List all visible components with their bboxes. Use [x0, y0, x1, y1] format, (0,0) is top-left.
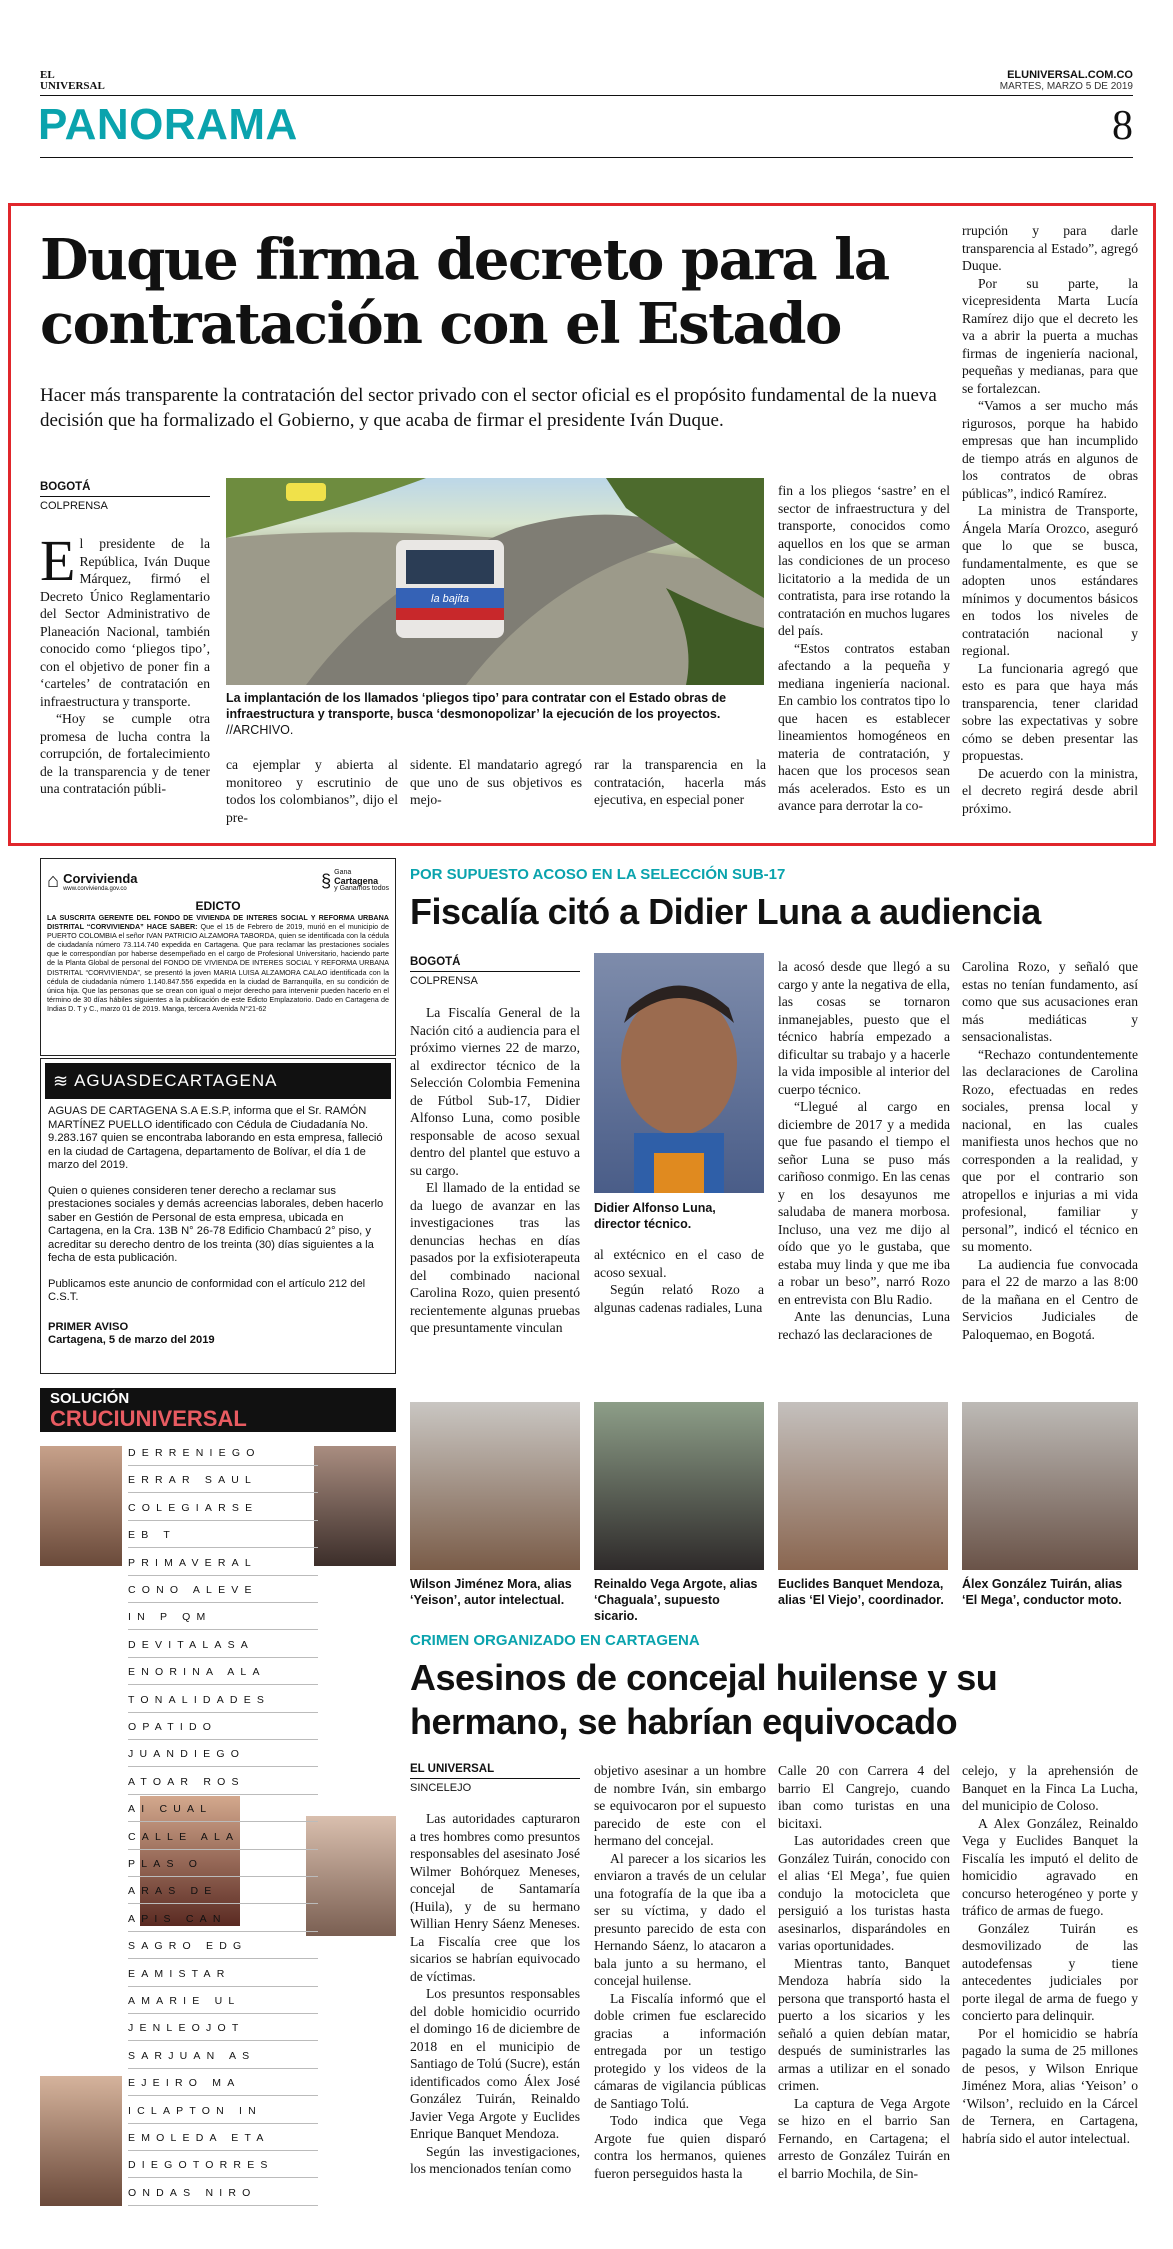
- bus-sign: la bajita: [431, 593, 469, 605]
- lead-col4-bottom: rar la transparencia en la contratación, hacerla más ejecutiva, en especial poner: [594, 757, 766, 807]
- lead-col3-bottom: sidente. El mandatario agregó que uno de sus objetivos es mejo-: [410, 757, 582, 807]
- crossword-row: PRIMAVERAL: [128, 1550, 318, 1576]
- lead-col2-bottom: ca ejemplar y abierta al monitoreo y escrutinio de todos los colombianos”, dijo el pre-: [226, 757, 398, 825]
- crossword-row: JENLEOJOT: [128, 2015, 318, 2041]
- portrait-photo: [40, 1446, 122, 1566]
- lead-photo-bus: [226, 478, 764, 685]
- aguas-banner: ≋ AGUASDECARTAGENA: [45, 1063, 391, 1099]
- crossword-row: DEVITALASA: [128, 1632, 318, 1658]
- crimen-col2: objetivo asesinar a un hombre de nombre Iván, sin embargo se equivocaron por el supuesto parecido de este con el hermano del concejal. Al parecer a los sicarios les enviaron a través de un celular una fotografía de la que iba a ser su víctima, y dado el presunto parecido de esta con Hernando Sáenz, lo atacaron a bala junto a su hermano, el concejal huilense. La Fiscalía informó que el doble crimen fue esclarecido gracias a información entregada por un testigo protegido y los videos de la cámaras de vigilancia públicas de Santiago Tolú. Todo indica que Vega Argote fue quien disparó contra los hermanos, quienes fueron perseguidos hasta la: [594, 1763, 766, 2181]
- logo-line1: EL: [40, 69, 55, 81]
- portrait-photo: [306, 1816, 396, 1936]
- crimen-byline: EL UNIVERSAL SINCELEJO: [410, 1762, 580, 1795]
- crossword-row: ONDAS NIRO: [128, 2180, 318, 2206]
- crimen-kicker: CRIMEN ORGANIZADO EN CARTAGENA: [410, 1632, 700, 1649]
- waves-icon: ≋: [53, 1070, 69, 1091]
- crossword-row: EB T: [128, 1522, 318, 1548]
- fiscalia-col4: Carolina Rozo, y señaló que estas no tenían fundamento, así como que sus acusaciones eran más mediáticas y sensacionalistas. “Rechazo contundentemente las declaraciones de Carolina Rozo, efectuadas en redes sociales, prensa local y nacional, en las cuales manifiesta unos hechos que no corresponden a la realidad, y que por el contrario son atropellos e injurias a mi vida profesional, familiar y personal”, indicó el técnico en su momento. La audiencia fue convocada para el 22 de marzo a las 8:00 de la mañana en el Centro de Servicios Judiciales de Paloquemao, en Bogotá.: [962, 959, 1138, 1342]
- crossword-row: AI CUAL: [128, 1796, 318, 1822]
- lead-col5: fin a los pliegos ‘sastre’ en el sector de infraestructura y del transporte, conocidos como aquellos en los que se arman las condiciones de un proceso licitatorio a la medida de un contratista, para irse rotando la contratación en muchos lugares del país. “Estos contratos estaban afectando a la pequeña y mediana ingeniería nacional. En cambio los contratos tipo lo que hacen es establecer lineamientos homogéneos en materia de contratación, y hacen que los procesos sean más acelerados. Esto es un avance para derrotar la co-: [778, 483, 950, 813]
- page-number: 8: [1112, 103, 1133, 149]
- crimen-col4: celejo, y la aprehensión de Banquet en la Finca La Lucha, del municipio de Coloso. A Alex González, Reinaldo Vega y Euclides Banquet la Fiscalía les imputó el delito de homicidio agravado en concurso heterogéneo y porte y tráfico de armas de fuego. González Tuirán es desmovilizado de las autodefensas y tiene antecedentes judiciales por porte ilegal de arma de fuego y concierto para delinquir. Por el homicidio se habría pagado la suma de 25 millones de pesos, y Wilson Enrique Jiménez Mora, alias ‘Yeison’ o ‘Wilson’, recluido en la Cárcel de Ternera, en Cartagena, habría sido el autor intelectual.: [962, 1763, 1138, 2146]
- aguas-ad: ≋ AGUASDECARTAGENA AGUAS DE CARTAGENA S.A E.S.P, informa que el Sr. RAMÓN MARTÍNEZ PUELLO identificado con Cédula de Ciudadanía No. 9.283.167 quien se encontraba laborando en esta empresa, falleció en la ciudad de Cartagena, departamento de Bolívar, el día 1 de marzo del 2019. Quien o quienes consideren tener derecho a reclamar sus prestaciones sociales y demás acreencias laborales, deben hacerlo saber en Gestión de Personal de esta empresa, ubicada en Cartagena, en la Cra. 13B N° 26-78 Edificio Chambacú 2° piso, y acreditar su derecho dentro de los treinta (30) días siguientes a la fecha de esta publicación. Publicamos este anuncio de conformidad con el artículo 212 del C.S.T. PRIMER AVISO Cartagena, 5 de marzo del 2019: [40, 1058, 396, 1374]
- crossword-label: SOLUCIÓN: [50, 1390, 130, 1407]
- crossword-row: CALLE ALA: [128, 1824, 318, 1850]
- suspect-photo: [962, 1402, 1138, 1570]
- crossword-row: EJEIRO MA: [128, 2070, 318, 2096]
- house-icon: ⌂: [47, 869, 60, 892]
- suspect-photo: [594, 1402, 764, 1570]
- didier-luna-photo: [594, 953, 764, 1193]
- lead-col1: El presidente de la República, Iván Duque Márquez, firmó el Decreto Único Reglamentario del Sector Administrativo de Planeación Nacional, también conocido como ‘pliegos tipo’, con el objetivo de poner fin a ‘carteles’ de contratación en infraestructura y transporte. “Hoy se cumple otra promesa de lucha contra la corrupción, de fortalecimiento de la transparencia y de tener una contratación públi-: [40, 528, 210, 796]
- dropcap: E: [40, 528, 76, 593]
- crossword-row: EAMISTAR: [128, 1961, 318, 1987]
- lead-deck: Hacer más transparente la contratación del sector privado con el sector oficial es el propósito fundamental de la nueva decisión que ha formalizado el Gobierno, y que acaba de firmar el presidente Iván Duque.: [40, 385, 937, 431]
- emblem-icon: §: [321, 871, 332, 891]
- portrait-photo: [40, 2076, 122, 2206]
- didier-luna-caption: Didier Alfonso Luna, director técnico.: [594, 1201, 716, 1231]
- crossword-row: ICLAPTON IN: [128, 2098, 318, 2124]
- masthead-logo: [40, 70, 105, 92]
- portrait-photo: [314, 1446, 396, 1566]
- crossword-row: JUANDIEGO: [128, 1741, 318, 1767]
- crossword-row: SAGRO EDG: [128, 1933, 318, 1959]
- edicto-ad: ⌂ Corvivienda www.corvivienda.gov.co § Gana Cartagena y Ganamos todos EDICTO LA SUSCRITA GERENTE DEL FONDO DE VIVIENDA DE INTERES SOCIAL Y REFORMA URBANA DISTRITAL “CORVIVIENDA” HACE SABER: Que el 15 de Febrero de 2019, murió en el municipio de PUERTO COLOMBIA el señor IVAN PATRICIO ALZAMORA TABORDA, quien se identificada con la cédula de ciudadanía número 73.114.740 expedida en Cartagena. Que para reclamar las prestaciones sociales que le correspondían por haberse desempeñado en el cargo de Profesional Universitario, haciendo parte de la Planta Global de personal del FONDO DE VIVIENDA DE INTERES SOCIAL Y REFORMA URBANA DISTRITAL “CORVIVIENDA”, se presentó la joven MARIA LUISA ALZAMORA CALAO identificada con la cédula de ciudadanía número 1.140.847.556 expedida en la ciudad de Barranquilla, en su condición de única hija. Que las personas que se crean con igual o mejor derecho para intervenir pueden hacerlo en el término de 30 días hábiles siguientes a la publicación de este Edicto Emplazatorio. Dado en Cartagena de Indias D. T y C., marzo 01 de 2019. Manga, tercera Avenida N°21-62: [40, 858, 396, 1056]
- fiscalia-col1: La Fiscalía General de la Nación citó a audiencia para el próximo viernes 22 de marzo, al exdirector técnico de la Selección Colombia Femenina de Fútbol Sub-17, Didier Alfonso Luna, como posible responsable de acoso sexual dentro del plantel que estuvo a su cargo. El llamado de la entidad se da luego de avanzar en las investigaciones tras las denuncias hechas en días pasados por la exfisioterapeuta del combinado nacional Carolina Rozo, quien presentó recientemente algunas pruebas que presuntamente vinculan: [410, 1005, 580, 1335]
- crossword-row: ATOAR ROS: [128, 1769, 318, 1795]
- suspect-photo: [410, 1402, 580, 1570]
- byline-city: BOGOTÁ: [40, 480, 210, 497]
- crossword-row: ENORINA ALA: [128, 1659, 318, 1685]
- lead-col6: rrupción y para darle transparencia al Estado”, agregó Duque. Por su parte, la vicepresidenta Marta Lucía Ramírez dijo que el decreto les va a abrir la puerta a muchas firmas de ingeniería nacional, pequeñas y medianas, para que se fortalezcan. “Vamos a ser mucho más rigurosos, porque ha habido empresas que han incumplido de tiempo atrás en algunos de los contratos de obras públicas”, indicó Ramírez. La ministra de Transporte, Ángela María Orozco, aseguró que lo que se busca, fundamentalmente, es que se adopten unos estándares mínimos y documentos básicos en todos los niveles de contratación nacional y regional. La funcionaria agregó que esto es para que haya más transparencia, tener claridad sobre las expectativas y sobre cómo se deben presentar las propuestas. De acuerdo con la ministra, el decreto regirá desde abril próximo.: [962, 223, 1138, 816]
- crossword-row: ARAS DE: [128, 1878, 318, 1904]
- fiscalia-col3: la acosó desde que llegó a su cargo y ante la negativa de ella, las cosas se tornaron inmanejables, puesto que el técnico habría empezado a dificultar su trabajo y a hacerle la vida imposible al interior del cuerpo técnico. “Llegué al cargo en diciembre de 2017 y a medida que fue pasando el tiempo el señor Luna se puso más cariñoso conmigo. En las cenas y en los desayunos me saludaba de manera morbosa. Incluso, una vez me dijo al oído que yo le gustaba, que estaba muy linda y que me iba a robar un beso”, narró Rozo en entrevista con Blu Radio. Ante las denuncias, Luna rechazó las declaraciones de: [778, 959, 950, 1342]
- crossword-row: AMARIE UL: [128, 1988, 318, 2014]
- crossword-row: TONALIDADES: [128, 1687, 318, 1713]
- edicto-title: EDICTO: [195, 899, 241, 913]
- suspect-caption: Álex González Tuirán, alias ‘El Mega’, conductor moto.: [962, 1577, 1123, 1607]
- crossword-row: IN P QM: [128, 1604, 318, 1630]
- crossword-row: PLAS O: [128, 1851, 318, 1877]
- suspect-caption: Euclides Banquet Mendoza, alias ‘El Viejo’, coordinador.: [778, 1577, 944, 1607]
- suspect-photo: [778, 1402, 948, 1570]
- suspect-caption: Wilson Jiménez Mora, alias ‘Yeison’, autor intelectual.: [410, 1577, 572, 1607]
- fiscalia-byline: BOGOTÁ COLPRENSA: [410, 955, 580, 988]
- fiscalia-kicker: POR SUPUESTO ACOSO EN LA SELECCIÓN SUB-17: [410, 866, 786, 883]
- crossword-panel: [40, 1388, 396, 2210]
- lead-photo-caption: La implantación de los llamados ‘pliegos tipo’ para contratar con el Estado obras de infraestructura y transporte, busca ‘desmonopolizar’ la ejecución de los proyectos. //ARCHIVO.: [226, 691, 727, 737]
- crossword-title: CRUCIUNIVERSAL: [50, 1406, 247, 1431]
- byline-agency: COLPRENSA: [40, 500, 108, 512]
- lead-byline: [40, 480, 210, 513]
- crossword-row: COLEGIARSE: [128, 1495, 318, 1521]
- logo-line2: UNIVERSAL: [40, 80, 105, 92]
- crossword-row: CONO ALEVE: [128, 1577, 318, 1603]
- crimen-col1: Las autoridades capturaron a tres hombres como presuntos responsables del asesinato José Wilmer Bohórquez Meneses, concejal de Santamaría (Huila), y de su hermano Willian Henry Sáenz Meneses. La Fiscalía cree que los sicarios se habrían equivocado de víctimas. Los presuntos responsables del doble homicidio ocurrido el domingo 16 de diciembre de 2018 en el municipio de Santiago de Tolú (Sucre), están identificados como Álex José González Tuirán, Reinaldo Javier Vega Argote y Euclides Enrique Banquet Mendoza. Según las investigaciones, los mencionados tenían como: [410, 1811, 580, 2176]
- crossword-row: OPATIDO: [128, 1714, 318, 1740]
- masthead-date: MARTES, MARZO 5 DE 2019: [999, 81, 1133, 92]
- crossword-row: DERRENIEGO: [128, 1440, 318, 1466]
- corvivienda-brand: Corvivienda: [63, 870, 138, 886]
- crossword-row: EMOLEDA ETA: [128, 2125, 318, 2151]
- crossword-row: SARJUAN AS: [128, 2043, 318, 2069]
- crossword-grid: [40, 1436, 396, 2206]
- fiscalia-headline: Fiscalía citó a Didier Luna a audiencia: [410, 891, 1041, 932]
- crimen-col3: Calle 20 con Carrera 4 del barrio El Cangrejo, cuando iban como turistas en una bicitaxi. Las autoridades creen que González Tuirán, conocido con el alias ‘El Mega’, fue quien condujo la motocicleta que persiguió a los turistas hasta asesinarlos, disparándoles en varias oportunidades. Mientras tanto, Banquet Mendoza habría sido la persona que transportó hasta el puerto a los sicarios y les señaló a quien debían matar, después de suministrarles las armas a utilizar en el sonado crimen. La captura de Vega Argote se hizo en el barrio San Fernando, en Cartagena; el arresto de González Tuirán en el barrio Mochila, de Sin-: [778, 1763, 950, 2181]
- crossword-row: APIS CAN: [128, 1906, 318, 1932]
- suspect-caption: Reinaldo Vega Argote, alias ‘Chaguala’, supuesto sicario.: [594, 1577, 758, 1623]
- crimen-headline: Asesinos de concejal huilense y su hermano, se habrían equivocado: [410, 1657, 998, 1742]
- masthead-url: ELUNIVERSAL.COM.CO: [1007, 69, 1133, 81]
- crossword-row: ERRAR SAUL: [128, 1467, 318, 1493]
- lead-headline: Duque firma decreto para la contratación con el Estado: [40, 227, 889, 357]
- crossword-row: DIEGOTORRES: [128, 2152, 318, 2178]
- fiscalia-col2-bottom: al extécnico en el caso de acoso sexual. Según relató Rozo a algunas cadenas radiales, Luna: [594, 1247, 764, 1315]
- section-title: PANORAMA: [38, 100, 298, 149]
